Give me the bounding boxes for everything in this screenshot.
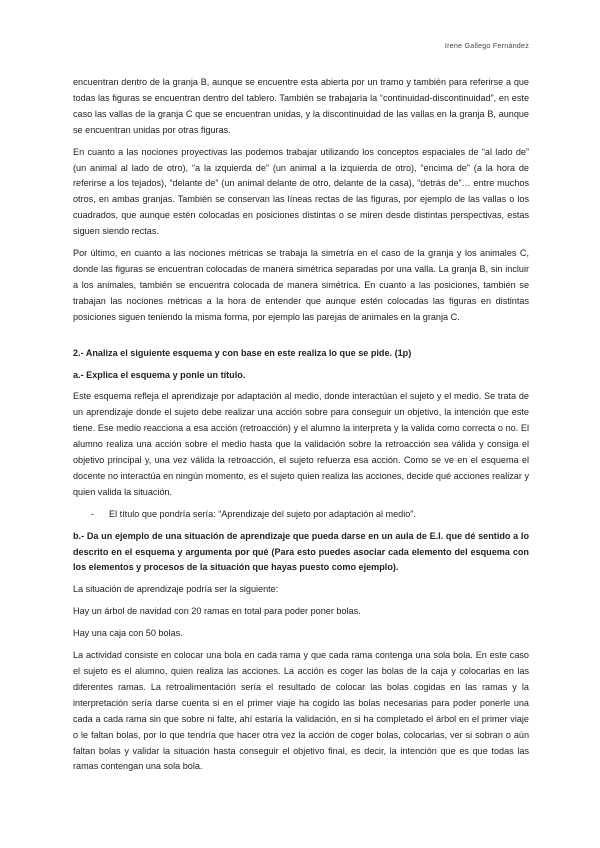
paragraph-metric: Por último, en cuanto a las nociones métricas se trabaja la simetría en el caso de la granja y los animales C, donde las figuras se encuentran colocadas de manera simétrica separadas por una valla. La granja B, sin incluir a los animales, también se encuentra colocada de manera simétrica. En cuanto a las posiciones, también se trabajan las nociones métricas a la hora de entender que aunque estén colocadas las figuras en distintas posiciones siguen teniendo la misma forma, por ejemplo las parejas de animales en la granja C.: [73, 248, 529, 322]
author-header: Irene Gallego Fernández: [444, 41, 529, 50]
question-2b-line-2: Hay un árbol de navidad con 20 ramas en total para poder poner bolas.: [73, 606, 361, 617]
question-2b-line-1: La situación de aprendizaje podría ser la siguiente:: [73, 584, 279, 595]
bullet-text: El título que pondría sería: “Aprendizaje del sujeto por adaptación al medio”.: [109, 508, 416, 519]
question-2b-line-3: Hay una caja con 50 bolas.: [73, 628, 183, 639]
question-2-heading: 2.- Analiza el siguiente esquema y con base en este realiza lo que se pide. (1p): [73, 347, 412, 358]
title-bullet: [73, 507, 529, 523]
document-body: [73, 75, 529, 781]
paragraph-projective: En cuanto a las nociones proyectivas las podemos trabajar utilizando los conceptos espaciales de “al lado de” (un animal al lado de otro), “a la izquierda de” (un animal a la izquierda de otro), “encima de” (a la hora de referirse a los tejados), “delante de” (un animal delante de otro, delante de la casa), “detrás de”… entre muchos otros, en ambas granjas. También se conservan las líneas rectas de las figuras, por ejemplo de las vallas o los cuadrados, que aunque estén colocadas en posiciones distintas o se miren desde distintas perspectivas, estas siguen siendo rectas.: [73, 146, 529, 237]
bullet-dash: -: [91, 508, 95, 519]
paragraph-topological: encuentran dentro de la granja B, aunque se encuentre esta abierta por un tramo y también para referirse a que todas las figuras se encuentran dentro del tablero. También se trabajaría la “continuidad-discontinuidad”, en este caso las vallas de la granja C que se encuentran unidas, y la discontinuidad de las vallas en la granja B, aunque se encuentran unidas por otras figuras.: [73, 77, 529, 135]
question-2a-answer: Este esquema refleja el aprendizaje por adaptación al medio, donde interactúan el sujeto y el medio. Se trata de un aprendizaje donde el sujeto debe realizar una acción sobre para conseguir un objetivo, la intención que este tiene. Ese medio reacciona a esa acción (retroacción) y el alumno la interpreta y la valida como correcta o no. El alumno realiza una acción sobre el medio hasta que la validación sobre la retroacción sea válida y consiga el objetivo principal y, una vez válida la retroacción, el sujeto refuerza esa acción. Como se ve en el esquema el docente no interactúa en ningún momento, es el sujeto quien realiza las acciones, decide qué acciones realizar y quien valida la situación.: [73, 391, 529, 497]
question-2b-answer: La actividad consiste en colocar una bola en cada rama y que cada rama contenga una sola bola. En este caso el sujeto es el alumno, quien realiza las acciones. La acción es coger las bolas de la caja y colocarlas en las diferentes ramas. La retroalimentación sería el resultado de colocar las bolas cogidas en las ramas y la interpretación sería darse cuenta si en el primer viaje ha cogido las bolas necesarias para poder ponerle una cada a cada rama sin que sobre ni falte, ahí estaría la validación, en si ha completado el árbol en el primer viaje o le faltan bolas, por lo que tendría que hacer otra vez la acción de coger bolas, colocarlas, ver si sobran o aún faltan bolas y validar la situación hasta conseguir el objetivo final, es decir, la intención que es que todas las ramas contengan una sola bola.: [73, 650, 529, 772]
question-2a-heading: a.- Explica el esquema y ponle un título.: [73, 369, 246, 380]
question-2b-heading: b.- Da un ejemplo de una situación de aprendizaje que pueda darse en un aula de E.I. que dé sentido a lo descrito en el esquema y argumenta por qué (Para esto puedes asociar cada elemento del esquema con los elementos y procesos de la situación que hayas puesto como ejemplo).: [73, 530, 529, 573]
